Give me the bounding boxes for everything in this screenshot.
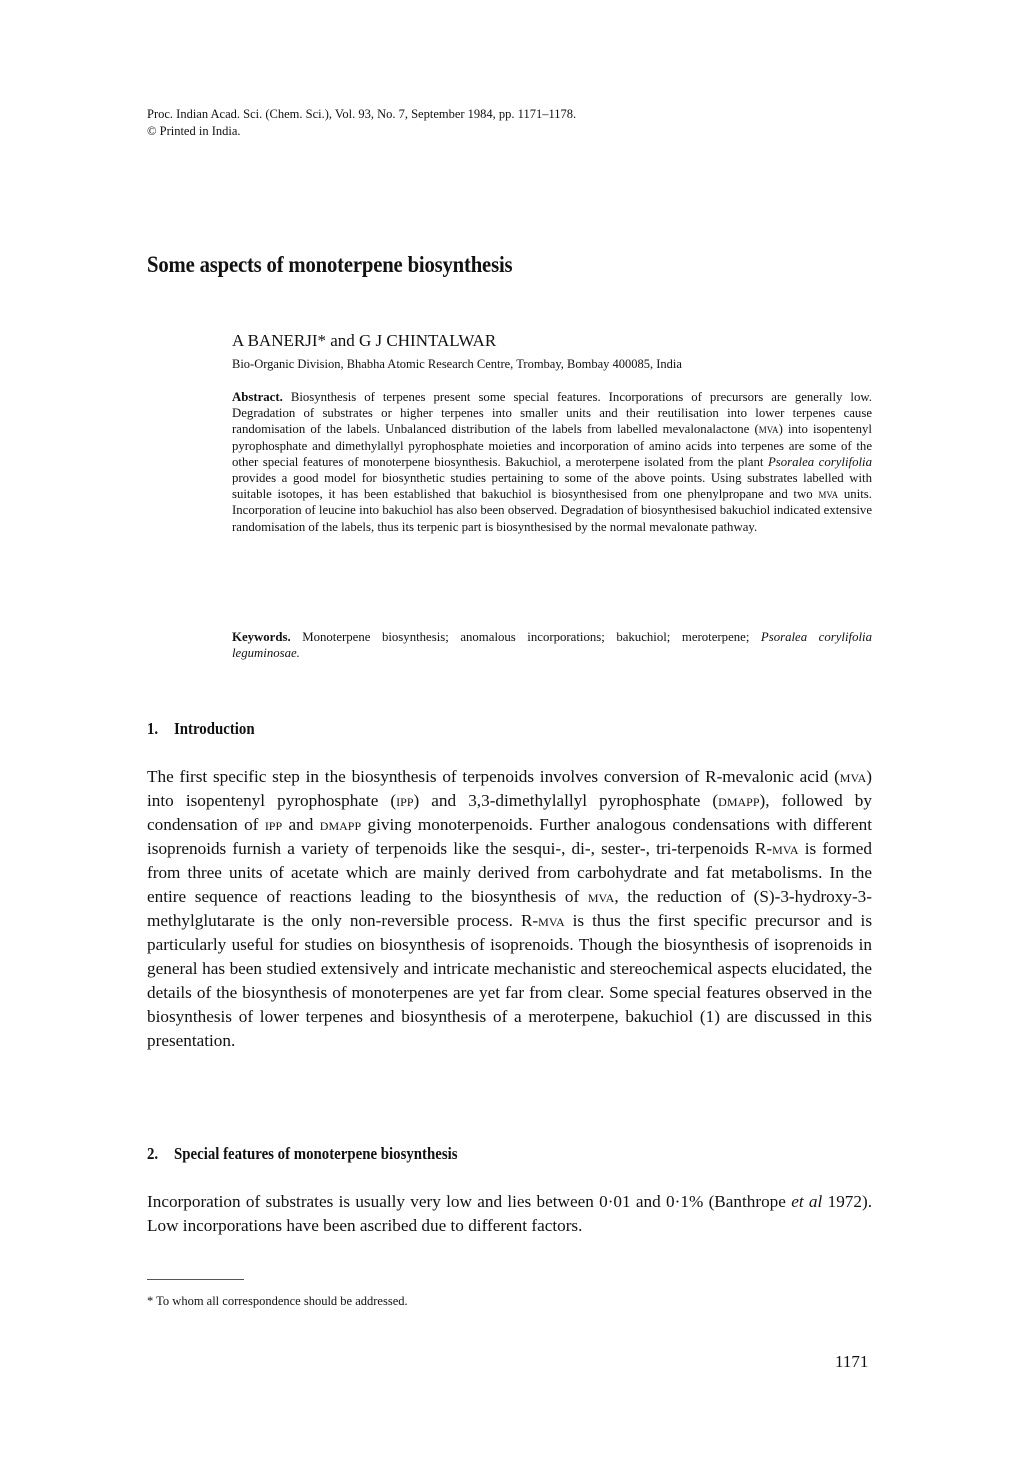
section-heading-special-features (147, 1144, 458, 1164)
journal-citation (147, 106, 576, 140)
abbreviation: ipp (396, 791, 414, 810)
abstract (232, 389, 872, 535)
abbreviation: dmapp (319, 815, 362, 834)
abbreviation: mva (587, 887, 615, 906)
keywords-label: Keywords. (232, 630, 291, 644)
abbreviation: mva (758, 422, 779, 437)
text: ) and 3,3-dimethylallyl pyrophosphate ( (413, 791, 719, 810)
abstract-text: units. Incorporation of leucine into bakuchiol has also been observed. Degradation of biosynthesised bakuchiol indicated extensive randomisation of the labels, thus its terpenic part is biosynthesised by the normal mevalonate pathway. (232, 487, 872, 534)
keywords-text: Monoterpene biosynthesis; anomalous incorporations; bakuchiol; meroterpene; (290, 630, 761, 644)
journal-line: Proc. Indian Acad. Sci. (Chem. Sci.), Vol. 93, No. 7, September 1984, pp. 1171–1178. (147, 107, 577, 121)
abstract-label: Abstract. (232, 390, 283, 404)
abbreviation: mva (772, 839, 799, 858)
plant-name: Psoralea corylifolia (767, 454, 872, 469)
section-title: Special features of monoterpene biosynthesis (174, 1144, 458, 1163)
text: The first specific step in the biosynthesis of terpenoids involves conversion of R-mevalonic acid ( (147, 767, 840, 786)
abstract-text: ) into isopentenyl pyrophosphate and dimethylallyl pyrophosphate moieties and incorporation of amino acids into terpenes are some of the other special features of monoterpene biosynthesis. Bakuchiol, a meroterpene isolated from the plant (232, 422, 872, 469)
section-title: Introduction (174, 719, 255, 738)
text: is formed from three units of acetate which are mainly derived from carbohydrate and fat metabolisms. In the entire sequence of reactions leading to the biosynthesis of (147, 839, 872, 906)
paper-title: Some aspects of monoterpene biosynthesis (147, 252, 513, 277)
authors: A BANERJI* and G J CHINTALWAR (232, 331, 497, 350)
introduction-paragraph (147, 765, 872, 1053)
text: ) into isopentenyl pyrophosphate ( (147, 767, 872, 810)
text: giving monoterpenoids. Further analogous condensations with different isoprenoids furnish a variety of terpenoids like the sesqui-, di-, sester-, tri-terpenoids R- (147, 815, 872, 858)
text: is thus the first specific precursor and is particularly useful for studies on biosynthesis of isoprenoids. Though the biosynthesis of isoprenoids in general has been studied extensively and intricate mechanistic and stereochemical aspects elucidated, the details of the biosynthesis of monoterpenes are yet far from clear. Some special features observed in the biosynthesis of lower terpenes and biosynthesis of a meroterpene, bakuchiol (1) are discussed in this presentation. (147, 911, 873, 1050)
abbreviation: mva (839, 767, 867, 786)
abbreviation: mva (818, 487, 839, 502)
keywords-italic: Psoralea corylifolia leguminosae. (232, 630, 872, 661)
section-number: 1. (147, 719, 159, 738)
abstract-text: Biosynthesis of terpenes present some special features. Incorporations of precursors are generally low. Degradation of substrates or higher terpenes into smaller units and their reutilisation into lower terpenes cause randomisation of the labels. Unbalanced distribution of the labels from labelled mevalonalactone ( (232, 390, 872, 437)
text: and (282, 815, 320, 834)
abbreviation: mva (538, 911, 565, 930)
affiliation: Bio-Organic Division, Bhabha Atomic Research Centre, Trombay, Bombay 400085, India (232, 357, 682, 371)
footnote-divider (147, 1279, 244, 1280)
keywords (232, 629, 872, 661)
section-heading-introduction (147, 719, 255, 739)
text: ), followed by condensation of (147, 791, 872, 834)
text: , the reduction of (S)-3-hydroxy-3-methylglutarate is the only non-reversible process. R- (147, 887, 872, 930)
copyright-line: © Printed in India. (147, 124, 241, 138)
abstract-text: provides a good model for biosynthetic studies pertaining to some of the above points. Using substrates labelled with suitable isotopes, it has been established that bakuchiol is biosynthesised from one phenylpropane and two (232, 471, 872, 502)
section-number: 2. (147, 1144, 159, 1163)
citation-et-al: et al (791, 1192, 823, 1211)
abbreviation: ipp (264, 815, 283, 834)
footnote: * To whom all correspondence should be addressed. (147, 1294, 408, 1308)
page-number: 1171 (835, 1352, 869, 1371)
text: Incorporation of substrates is usually very low and lies between 0·01 and 0·1% (Banthrope (147, 1192, 792, 1211)
abbreviation: dmapp (718, 791, 760, 810)
special-features-paragraph (147, 1190, 872, 1238)
text: 1972). Low incorporations have been ascribed due to different factors. (147, 1192, 872, 1235)
